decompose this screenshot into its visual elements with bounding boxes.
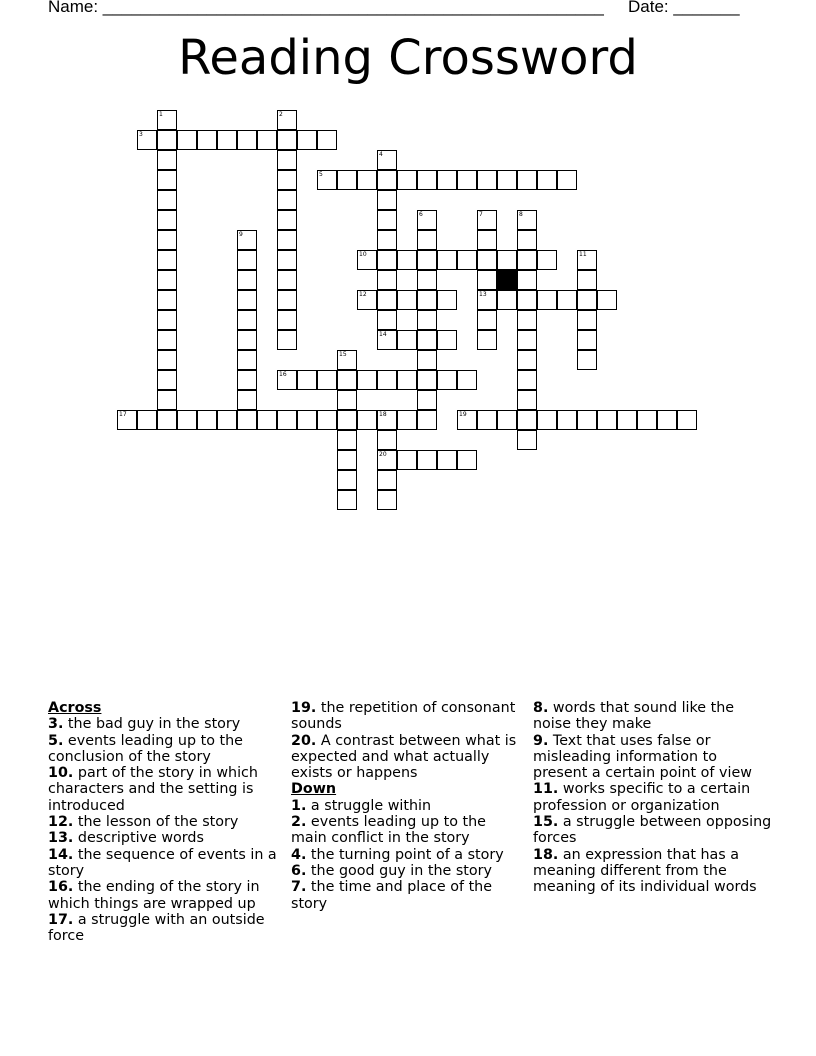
clue-item [533, 700, 773, 733]
crossword-cell[interactable] [577, 310, 597, 330]
crossword-cell[interactable] [397, 450, 417, 470]
clue-number: 15 [339, 351, 347, 358]
crossword-cell[interactable] [417, 210, 437, 230]
crossword-cell[interactable] [237, 270, 257, 290]
crossword-cell[interactable] [377, 330, 397, 350]
crossword-cell[interactable] [277, 190, 297, 210]
clue-item-text: the turning point of a story [306, 846, 504, 863]
clue-item-text: A contrast between what is expected and what actually exists or happens [291, 732, 517, 782]
crossword-cell[interactable] [317, 370, 337, 390]
crossword-cell[interactable] [157, 110, 177, 130]
clue-item-text: a struggle with an outside force [48, 911, 265, 945]
crossword-cell[interactable] [157, 270, 177, 290]
clue-item-number: 14. [48, 846, 74, 863]
crossword-cell[interactable] [537, 250, 557, 270]
crossword-cell[interactable] [317, 410, 337, 430]
clue-item-text: the bad guy in the story [63, 716, 241, 733]
crossword-cell[interactable] [157, 130, 177, 150]
crossword-cell[interactable] [337, 350, 357, 370]
crossword-cell[interactable] [377, 370, 397, 390]
crossword-cell[interactable] [377, 190, 397, 210]
clue-item-text: a struggle within [306, 797, 432, 814]
crossword-cell[interactable] [237, 330, 257, 350]
crossword-cell[interactable] [577, 290, 597, 310]
clue-item-number: 12. [48, 814, 74, 831]
crossword-cell[interactable] [457, 370, 477, 390]
clue-item-number: 3. [48, 716, 64, 733]
crossword-cell[interactable] [237, 370, 257, 390]
clue-number: 2 [279, 111, 283, 118]
clue-number: 6 [419, 211, 423, 218]
crossword-cell[interactable] [497, 170, 517, 190]
crossword-cell[interactable] [577, 270, 597, 290]
crossword-cell[interactable] [157, 370, 177, 390]
crossword-cell[interactable] [497, 410, 517, 430]
crossword-cell[interactable] [517, 270, 537, 290]
clue-item [48, 765, 278, 814]
crossword-cell[interactable] [417, 370, 437, 390]
crossword-cell[interactable] [417, 230, 437, 250]
crossword-cell[interactable] [517, 310, 537, 330]
crossword-cell[interactable] [237, 230, 257, 250]
crossword-cell[interactable] [477, 170, 497, 190]
clue-number: 10 [359, 251, 367, 258]
crossword-cell[interactable] [417, 290, 437, 310]
crossword-cell[interactable] [337, 370, 357, 390]
crossword-cell[interactable] [257, 130, 277, 150]
clue-item [291, 700, 523, 733]
crossword-cell[interactable] [457, 170, 477, 190]
clue-item-number: 4. [291, 846, 307, 863]
crossword-cell[interactable] [577, 350, 597, 370]
clue-item [48, 912, 278, 945]
clue-section-heading: Across [48, 700, 102, 716]
clue-item-number: 19. [291, 700, 317, 716]
crossword-cell[interactable] [357, 170, 377, 190]
crossword-cell[interactable] [217, 130, 237, 150]
crossword-cell[interactable] [157, 410, 177, 430]
clue-number: 5 [319, 171, 323, 178]
crossword-cell[interactable] [497, 250, 517, 270]
crossword-cell[interactable] [337, 410, 357, 430]
clue-item [291, 798, 523, 814]
crossword-cell[interactable] [157, 150, 177, 170]
crossword-cell[interactable] [517, 330, 537, 350]
clue-item-text: works specific to a certain profession or organization [533, 781, 751, 814]
crossword-cell[interactable] [557, 170, 577, 190]
crossword-cell[interactable] [397, 290, 417, 310]
crossword-cell[interactable] [517, 410, 537, 430]
crossword-cell[interactable] [477, 270, 497, 290]
clue-section-heading: Down [291, 781, 337, 798]
crossword-cell[interactable] [237, 390, 257, 410]
crossword-cell[interactable] [157, 350, 177, 370]
clue-item-number: 8. [533, 700, 549, 716]
clue-item-number: 17. [48, 911, 74, 928]
crossword-cell[interactable] [217, 410, 237, 430]
name-field-label: Name: _____________________________________________________ [48, 0, 604, 16]
clue-item [291, 814, 523, 847]
crossword-cell[interactable] [397, 330, 417, 350]
crossword-cell[interactable] [377, 250, 397, 270]
clue-item [291, 733, 523, 782]
crossword-cell[interactable] [597, 410, 617, 430]
crossword-cell[interactable] [377, 450, 397, 470]
crossword-cell[interactable] [297, 130, 317, 150]
crossword-cell[interactable] [157, 330, 177, 350]
crossword-cell[interactable] [237, 410, 257, 430]
page-title: Reading Crossword [178, 30, 638, 86]
crossword-cell[interactable] [417, 310, 437, 330]
crossword-cell[interactable] [137, 130, 157, 150]
crossword-cell[interactable] [277, 310, 297, 330]
clue-item-text: the ending of the story in which things are wrapped up [48, 879, 260, 912]
crossword-cell[interactable] [317, 130, 337, 150]
clue-number: 12 [359, 291, 367, 298]
crossword-cell[interactable] [357, 410, 377, 430]
clue-number: 4 [379, 151, 383, 158]
crossword-cell[interactable] [517, 430, 537, 450]
crossword-cell[interactable] [277, 270, 297, 290]
crossword-cell[interactable] [637, 410, 657, 430]
clue-item-number: 10. [48, 765, 74, 782]
clue-number: 7 [479, 211, 483, 218]
crossword-cell[interactable] [437, 450, 457, 470]
crossword-cell[interactable] [377, 430, 397, 450]
crossword-cell[interactable] [377, 410, 397, 430]
clue-item [48, 733, 278, 766]
crossword-cell[interactable] [417, 250, 437, 270]
crossword-cell[interactable] [177, 130, 197, 150]
crossword-cell[interactable] [137, 410, 157, 430]
crossword-cell[interactable] [157, 210, 177, 230]
crossword-cell[interactable] [157, 310, 177, 330]
clue-item-number: 13. [48, 830, 74, 847]
crossword-cell[interactable] [477, 330, 497, 350]
clues-column-3 [533, 700, 773, 896]
clue-item-text: events leading up to the main conflict in the story [291, 814, 486, 847]
crossword-cell[interactable] [157, 250, 177, 270]
crossword-cell[interactable] [357, 290, 377, 310]
crossword-cell[interactable] [417, 270, 437, 290]
crossword-cell[interactable] [457, 250, 477, 270]
crossword-cell[interactable] [357, 250, 377, 270]
crossword-cell[interactable] [237, 250, 257, 270]
crossword-cell[interactable] [237, 310, 257, 330]
crossword-cell[interactable] [477, 230, 497, 250]
clue-item-text: the lesson of the story [73, 814, 239, 831]
crossword-cell[interactable] [657, 410, 677, 430]
clue-item-text: the time and place of the story [291, 879, 493, 912]
crossword-cell[interactable] [477, 290, 497, 310]
clue-item-text: Text that uses false or misleading information to present a certain point of view [533, 732, 752, 782]
crossword-cell[interactable] [537, 170, 557, 190]
clue-item-number: 16. [48, 879, 74, 896]
crossword-cell[interactable] [417, 410, 437, 430]
crossword-cell[interactable] [157, 190, 177, 210]
crossword-cell[interactable] [417, 390, 437, 410]
crossword-cell[interactable] [237, 350, 257, 370]
crossword-cell[interactable] [277, 250, 297, 270]
clue-item-number: 5. [48, 732, 64, 749]
crossword-cell[interactable] [517, 370, 537, 390]
clues-column-2 [291, 700, 523, 912]
clue-number: 3 [139, 131, 143, 138]
clue-item-number: 1. [291, 797, 307, 814]
crossword-cell[interactable] [277, 170, 297, 190]
crossword-cell[interactable] [337, 430, 357, 450]
clue-item [291, 863, 523, 879]
crossword-cell[interactable] [417, 330, 437, 350]
crossword-cell[interactable] [537, 290, 557, 310]
crossword-cell[interactable] [157, 290, 177, 310]
crossword-cell[interactable] [577, 250, 597, 270]
crossword-cell[interactable] [457, 410, 477, 430]
crossword-cell[interactable] [437, 330, 457, 350]
crossword-cell[interactable] [277, 130, 297, 150]
crossword-cell[interactable] [197, 410, 217, 430]
clue-number: 18 [379, 411, 387, 418]
clue-number: 9 [239, 231, 243, 238]
clue-number: 1 [159, 111, 163, 118]
crossword-cell[interactable] [517, 250, 537, 270]
clue-number: 20 [379, 451, 387, 458]
crossword-cell[interactable] [397, 370, 417, 390]
crossword-cell[interactable] [517, 210, 537, 230]
clue-item-number: 2. [291, 814, 307, 831]
clue-item [533, 781, 773, 814]
clue-item-text: descriptive words [73, 830, 204, 847]
crossword-cell[interactable] [597, 290, 617, 310]
clue-item-text: an expression that has a meaning different from the meaning of its individual words [533, 846, 757, 896]
crossword-cell[interactable] [537, 410, 557, 430]
crossword-cell[interactable] [277, 110, 297, 130]
clue-number: 8 [519, 211, 523, 218]
crossword-cell[interactable] [417, 450, 437, 470]
crossword-cell[interactable] [477, 250, 497, 270]
crossword-cell[interactable] [377, 210, 397, 230]
clue-number: 11 [579, 251, 587, 258]
crossword-cell[interactable] [397, 250, 417, 270]
clue-number: 17 [119, 411, 127, 418]
crossword-cell[interactable] [157, 390, 177, 410]
clue-item-text: part of the story in which characters and the setting is introduced [48, 765, 258, 814]
crossword-cell[interactable] [457, 450, 477, 470]
crossword-cell[interactable] [277, 410, 297, 430]
clue-item [291, 879, 523, 912]
crossword-cell[interactable] [437, 250, 457, 270]
crossword-cell[interactable] [337, 170, 357, 190]
crossword-cell[interactable] [357, 370, 377, 390]
crossword-cell[interactable] [497, 290, 517, 310]
crossword-cell[interactable] [617, 410, 637, 430]
crossword-cell[interactable] [477, 210, 497, 230]
crossword-cell[interactable] [377, 290, 397, 310]
clue-item-text: a struggle between opposing forces [533, 814, 772, 847]
crossword-cell[interactable] [557, 410, 577, 430]
clue-item-text: the sequence of events in a story [48, 846, 277, 879]
crossword-cell[interactable] [377, 270, 397, 290]
crossword-cell[interactable] [517, 350, 537, 370]
clue-item-text: words that sound like the noise they make [533, 700, 735, 733]
crossword-cell[interactable] [317, 170, 337, 190]
crossword-cell[interactable] [377, 470, 397, 490]
clue-number: 16 [279, 371, 287, 378]
clue-item [533, 847, 773, 896]
clue-item-number: 9. [533, 732, 549, 749]
crossword-cell[interactable] [157, 170, 177, 190]
crossword-cell[interactable] [477, 410, 497, 430]
crossword-cell[interactable] [237, 290, 257, 310]
crossword-cell[interactable] [337, 450, 357, 470]
crossword-cell[interactable] [337, 390, 357, 410]
crossword-cell[interactable] [277, 210, 297, 230]
crossword-cell[interactable] [437, 290, 457, 310]
crossword-cell[interactable] [377, 230, 397, 250]
crossword-cell[interactable] [277, 370, 297, 390]
crossword-cell[interactable] [517, 390, 537, 410]
clue-item [48, 814, 278, 830]
clue-item-text: the good guy in the story [306, 862, 492, 879]
clue-item-number: 20. [291, 732, 317, 749]
clue-item [48, 716, 278, 732]
clue-item [533, 733, 773, 782]
clue-item [291, 847, 523, 863]
clue-item-number: 11. [533, 781, 559, 798]
crossword-cell[interactable] [117, 410, 137, 430]
crossword-cell[interactable] [557, 290, 577, 310]
clue-item [48, 847, 278, 880]
crossword-cell[interactable] [437, 170, 457, 190]
crossword-cell[interactable] [377, 310, 397, 330]
clues-column-1 [48, 700, 278, 944]
crossword-cell[interactable] [377, 490, 397, 510]
crossword-cell[interactable] [337, 490, 357, 510]
black-cell [497, 270, 517, 290]
crossword-cell[interactable] [337, 470, 357, 490]
crossword-cell[interactable] [397, 170, 417, 190]
crossword-cell[interactable] [517, 230, 537, 250]
crossword-cell[interactable] [297, 370, 317, 390]
crossword-cell[interactable] [377, 150, 397, 170]
clue-item-number: 15. [533, 814, 559, 831]
crossword-cell[interactable] [477, 310, 497, 330]
crossword-cell[interactable] [277, 150, 297, 170]
crossword-cell[interactable] [677, 410, 697, 430]
crossword-cell[interactable] [297, 410, 317, 430]
clue-item-number: 6. [291, 862, 307, 879]
clue-item-text: the repetition of consonant sounds [291, 700, 516, 733]
crossword-cell[interactable] [517, 170, 537, 190]
crossword-cell[interactable] [517, 290, 537, 310]
crossword-cell[interactable] [157, 230, 177, 250]
crossword-cell[interactable] [437, 370, 457, 390]
crossword-cell[interactable] [257, 410, 277, 430]
clue-item-number: 7. [291, 879, 307, 896]
clue-number: 13 [479, 291, 487, 298]
crossword-cell[interactable] [277, 230, 297, 250]
clue-number: 19 [459, 411, 467, 418]
crossword-cell[interactable] [577, 410, 597, 430]
crossword-cell[interactable] [197, 130, 217, 150]
crossword-cell[interactable] [237, 130, 257, 150]
clue-item [48, 830, 278, 846]
clue-item [48, 879, 278, 912]
crossword-cell[interactable] [277, 290, 297, 310]
clue-item-number: 18. [533, 846, 559, 863]
date-field-label: Date: _______ [628, 0, 740, 16]
crossword-cell[interactable] [417, 170, 437, 190]
crossword-cell[interactable] [277, 330, 297, 350]
clue-item-text: events leading up to the conclusion of the story [48, 732, 243, 765]
crossword-cell[interactable] [177, 410, 197, 430]
crossword-cell[interactable] [417, 350, 437, 370]
crossword-cell[interactable] [397, 410, 417, 430]
clue-item [533, 814, 773, 847]
clue-number: 14 [379, 331, 387, 338]
crossword-cell[interactable] [377, 170, 397, 190]
crossword-cell[interactable] [577, 330, 597, 350]
